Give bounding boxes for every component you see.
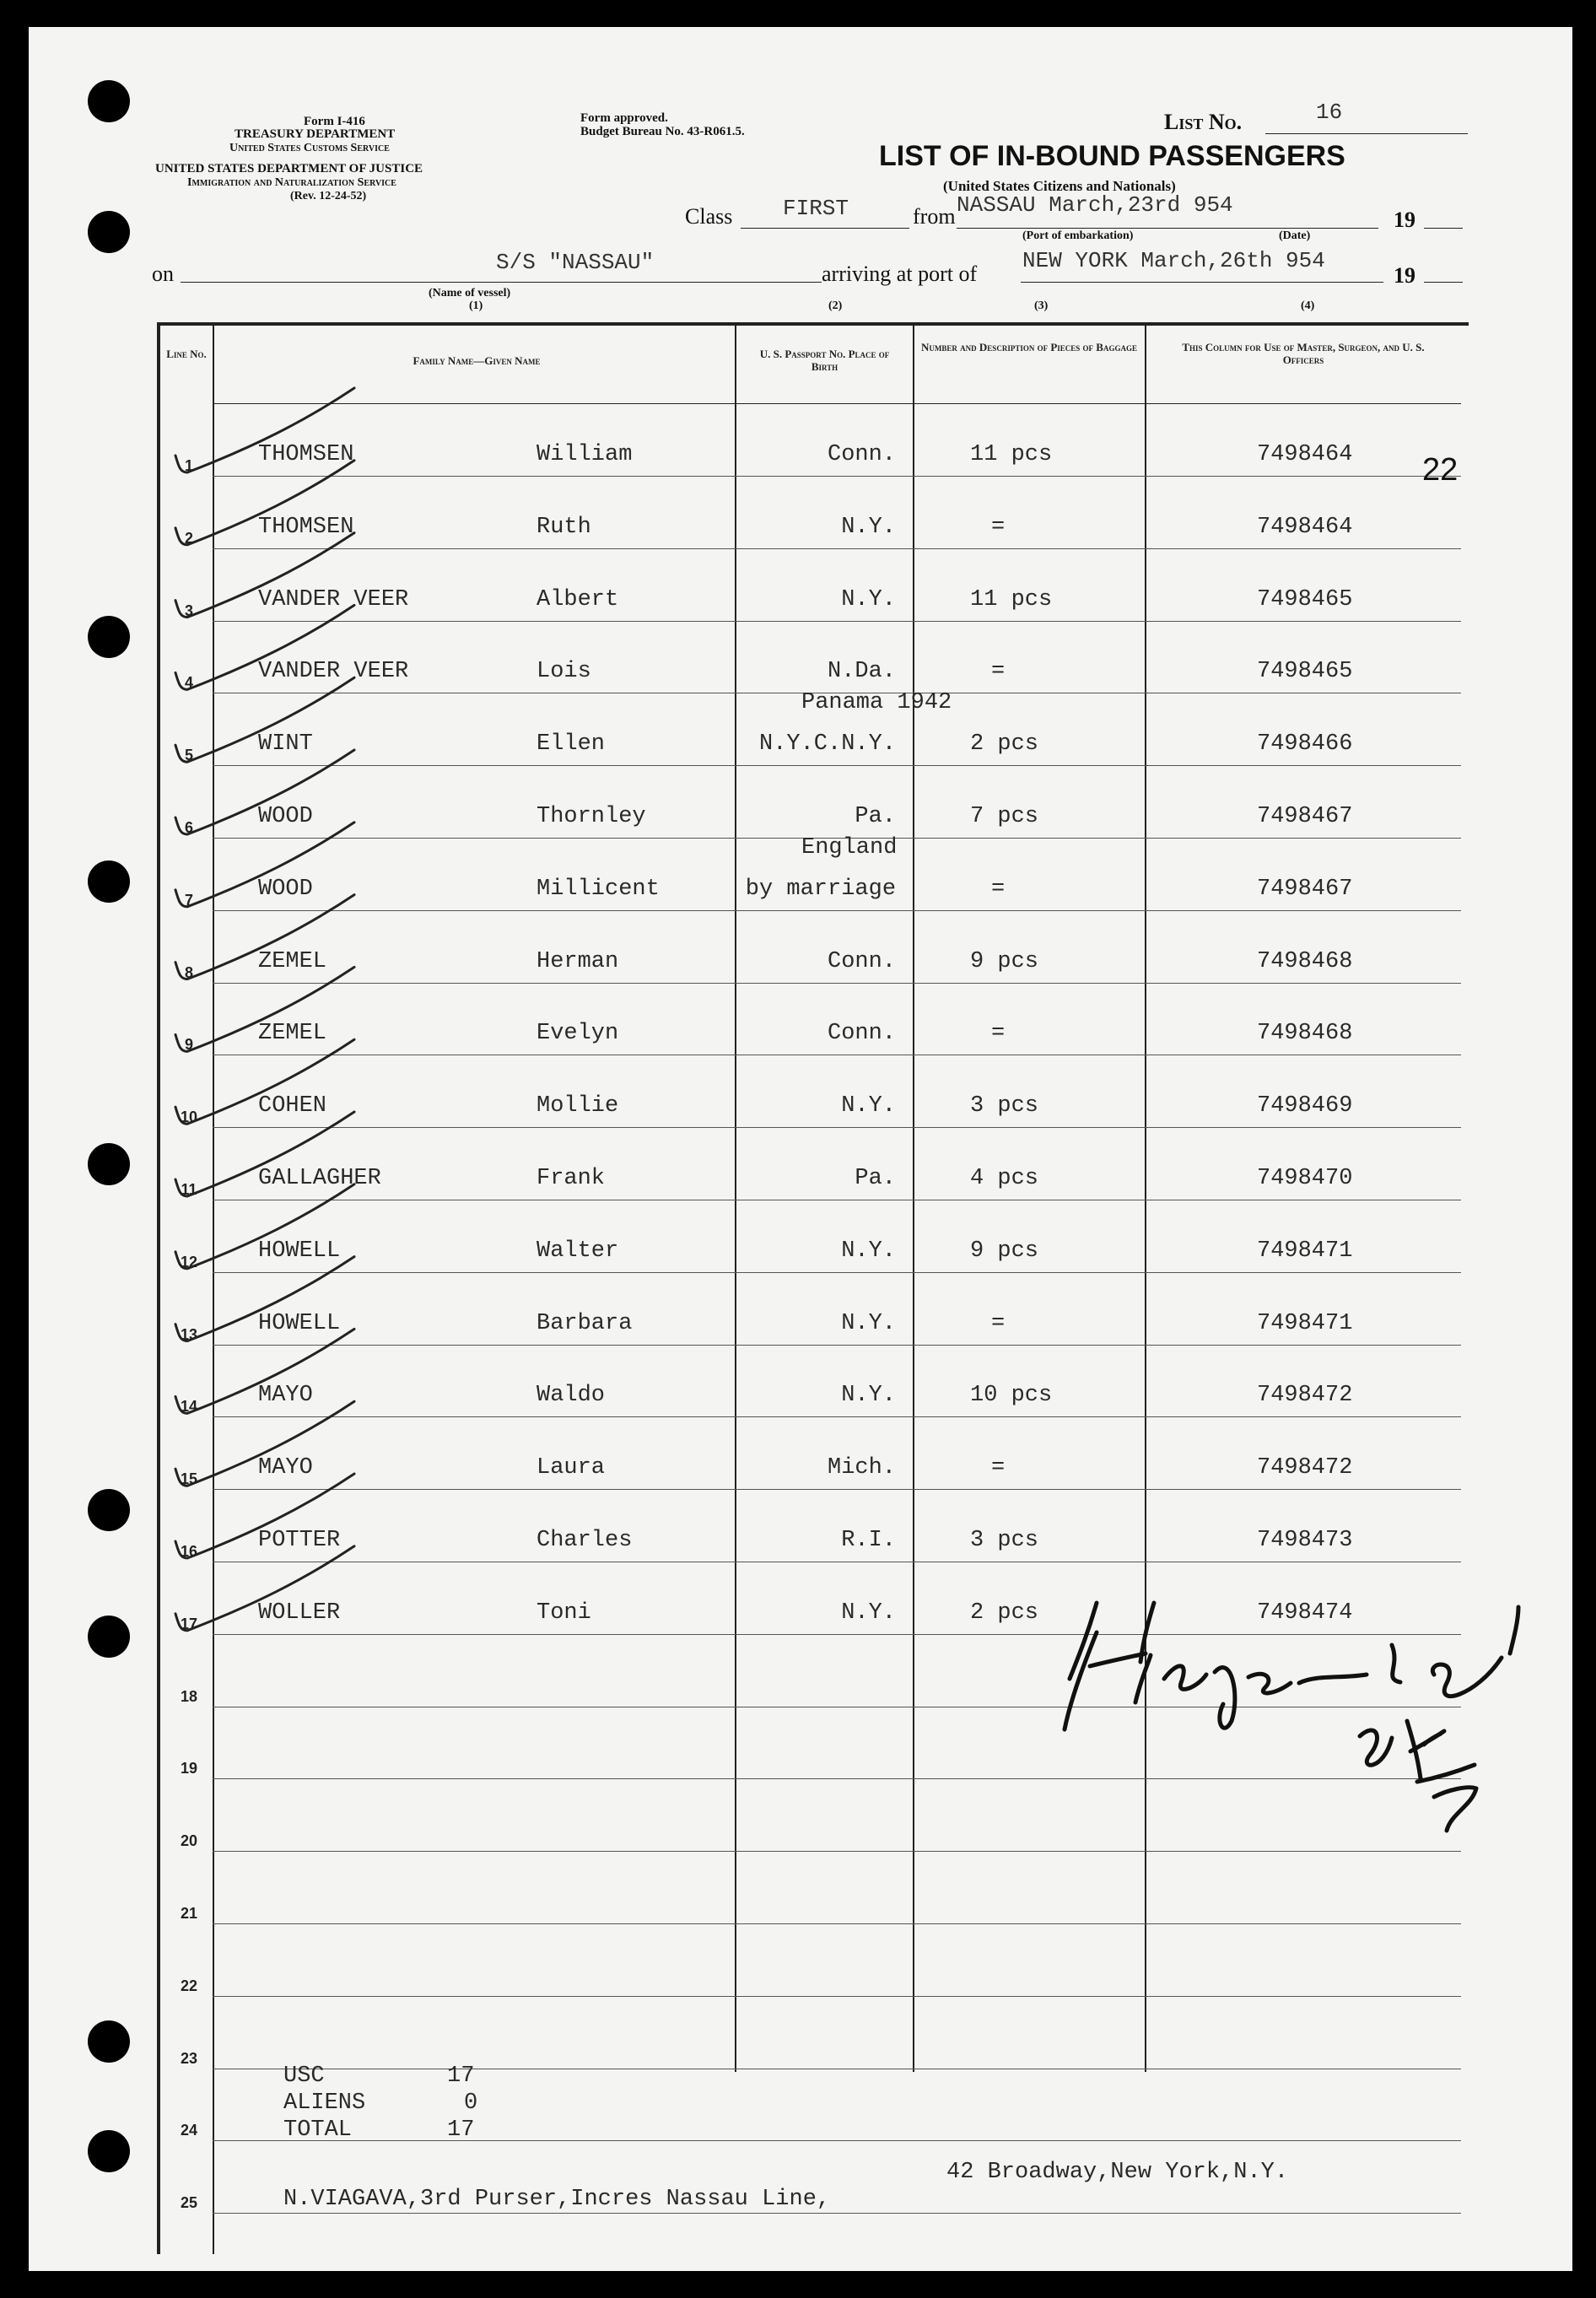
usc-value: 17 — [447, 2063, 475, 2089]
place-of-birth[interactable]: N.Y. — [841, 1093, 896, 1119]
arriving-label: arriving at port of — [822, 262, 978, 286]
officer-column[interactable]: 7498471 — [1257, 1310, 1353, 1336]
check-mark — [175, 750, 354, 834]
given-name[interactable]: Evelyn — [536, 1021, 619, 1047]
officer-column[interactable]: 7498468 — [1257, 948, 1353, 974]
place-of-birth[interactable]: N.Da. — [828, 659, 897, 685]
given-name[interactable]: Millicent — [536, 876, 660, 902]
line-number: 25 — [180, 2194, 198, 2212]
place-of-birth[interactable]: by marriage — [745, 876, 897, 902]
officer-column[interactable]: 7498474 — [1257, 1599, 1353, 1626]
justice-dept: UNITED STATES DEPARTMENT OF JUSTICE — [155, 162, 423, 175]
page-mark: 22 — [1422, 452, 1459, 488]
line-number: 15 — [180, 1470, 198, 1488]
list-no-value[interactable]: 16 — [1316, 100, 1343, 125]
check-mark — [175, 677, 354, 762]
form-number: Form I-416 — [304, 115, 365, 128]
line-number: 13 — [180, 1325, 198, 1343]
place-of-birth[interactable]: N.Y. — [841, 514, 896, 540]
line-number: 17 — [180, 1615, 198, 1632]
treasury-dept: TREASURY DEPARTMENT — [235, 127, 396, 141]
family-name[interactable]: HOWELL — [258, 1310, 341, 1336]
purser-address: 42 Broadway,New York,N.Y. — [946, 2160, 1289, 2185]
family-name[interactable]: WINT — [258, 731, 313, 758]
family-name[interactable]: WOOD — [258, 804, 313, 829]
check-mark — [175, 1257, 354, 1341]
check-mark — [175, 1039, 354, 1124]
baggage-pieces[interactable]: 3 pcs — [970, 1528, 1039, 1553]
family-name[interactable]: MAYO — [258, 1383, 313, 1409]
vessel-caption: (Name of vessel) — [429, 287, 511, 299]
inspector-signature — [1065, 1603, 1518, 1831]
birth-note: Panama 1942 — [801, 690, 952, 715]
place-of-birth[interactable]: R.I. — [841, 1528, 896, 1553]
given-name[interactable]: Walter — [536, 1238, 619, 1264]
header-baggage: Number and Description of Pieces of Baggage — [921, 341, 1137, 353]
check-mark — [175, 605, 354, 689]
line-number: 19 — [180, 1760, 198, 1777]
officer-column[interactable]: 7498469 — [1257, 1093, 1353, 1119]
baggage-pieces[interactable]: 9 pcs — [970, 948, 1039, 974]
baggage-pieces[interactable]: 3 pcs — [970, 1093, 1039, 1119]
check-mark — [175, 1546, 354, 1631]
place-of-birth[interactable]: Conn. — [828, 442, 897, 467]
line-number: 16 — [180, 1543, 198, 1560]
place-of-birth[interactable]: Mich. — [828, 1455, 897, 1481]
family-name[interactable]: WOOD — [258, 876, 313, 902]
form-approved: Form approved. — [580, 111, 668, 125]
place-of-birth[interactable]: N.Y. — [841, 1238, 896, 1264]
given-name[interactable]: Herman — [536, 948, 619, 974]
check-mark — [175, 895, 354, 979]
place-of-birth[interactable]: N.Y. — [841, 1383, 896, 1409]
officer-column[interactable]: 7498466 — [1257, 731, 1353, 758]
officer-column[interactable]: 7498467 — [1257, 876, 1353, 902]
baggage-pieces[interactable]: 9 pcs — [970, 1238, 1039, 1264]
check-mark — [175, 388, 354, 472]
line-number: 4 — [184, 674, 193, 692]
on-label: on — [152, 262, 174, 286]
given-name[interactable]: Barbara — [536, 1310, 633, 1336]
header-officers: This Column for Use of Master, Surgeon, and U. S. Officers — [1182, 341, 1425, 366]
place-of-birth[interactable]: Pa. — [855, 804, 896, 829]
officer-column[interactable]: 7498470 — [1257, 1166, 1353, 1191]
given-name[interactable]: Laura — [536, 1455, 606, 1481]
line-number: 14 — [180, 1398, 198, 1416]
place-of-birth[interactable]: Conn. — [828, 1021, 897, 1047]
line-number: 20 — [180, 1832, 198, 1850]
family-name[interactable]: VANDER VEER — [258, 659, 409, 685]
officer-column[interactable]: 7498472 — [1257, 1455, 1353, 1481]
document-subtitle: (United States Citizens and Nationals) — [943, 178, 1176, 194]
line-number: 22 — [180, 1977, 198, 1994]
check-mark — [175, 1184, 354, 1269]
given-name[interactable]: Charles — [536, 1528, 633, 1553]
arrival-value[interactable]: NEW YORK March,26th 954 — [1022, 248, 1325, 273]
given-name[interactable]: Lois — [536, 659, 591, 685]
place-of-birth[interactable]: N.Y. — [841, 1310, 896, 1336]
check-mark — [175, 533, 354, 618]
line-number: 9 — [184, 1036, 193, 1054]
given-name[interactable]: Frank — [536, 1166, 606, 1191]
given-name[interactable]: Toni — [536, 1599, 591, 1626]
line-number: 8 — [184, 963, 193, 981]
col3-caption: (3) — [1034, 299, 1049, 312]
officer-column[interactable]: 7498468 — [1257, 1021, 1353, 1047]
place-of-birth[interactable]: N.Y. — [841, 586, 896, 612]
family-name[interactable]: GALLAGHER — [258, 1166, 381, 1191]
baggage-pieces[interactable]: = — [991, 1455, 1006, 1481]
officer-column[interactable]: 7498464 — [1257, 514, 1353, 540]
class-value[interactable]: FIRST — [783, 196, 849, 221]
place-of-birth[interactable]: N.Y. — [841, 1599, 896, 1626]
line-number: 18 — [180, 1687, 198, 1705]
check-marks — [175, 388, 354, 1631]
baggage-pieces[interactable]: 2 pcs — [970, 731, 1039, 758]
header-passport: U. S. Passport No. Place of Birth — [759, 348, 890, 373]
given-name[interactable]: Thornley — [536, 804, 646, 829]
line-number: 1 — [184, 457, 193, 474]
family-name[interactable]: VANDER VEER — [258, 586, 409, 612]
check-mark — [175, 1112, 354, 1196]
col2-caption: (2) — [828, 299, 843, 312]
col4-caption: (4) — [1301, 299, 1315, 312]
baggage-pieces[interactable]: = — [991, 1310, 1006, 1336]
line-number: 24 — [180, 2122, 198, 2139]
line-number: 2 — [184, 529, 193, 547]
family-name[interactable]: POTTER — [258, 1528, 341, 1553]
check-mark — [175, 823, 354, 907]
family-name[interactable]: MAYO — [258, 1455, 313, 1481]
check-mark — [175, 1474, 354, 1558]
baggage-pieces[interactable]: 11 pcs — [970, 442, 1053, 467]
baggage-pieces[interactable]: 7 pcs — [970, 804, 1039, 829]
place-of-birth[interactable]: N.Y.C.N.Y. — [759, 731, 897, 758]
baggage-pieces[interactable]: 10 pcs — [970, 1383, 1053, 1409]
given-name[interactable]: Albert — [536, 586, 619, 612]
from-label: from — [913, 204, 956, 229]
line-number: 7 — [184, 891, 193, 909]
baggage-pieces[interactable]: 2 pcs — [970, 1599, 1039, 1626]
baggage-pieces[interactable]: = — [991, 1021, 1006, 1047]
place-of-birth[interactable]: Pa. — [855, 1166, 896, 1191]
ins-service: Immigration and Naturalization Service — [187, 176, 396, 189]
embarkation-value[interactable]: NASSAU March,23rd 954 — [957, 192, 1233, 218]
header-line-no: Line No. — [166, 348, 207, 360]
line-number: 21 — [180, 1905, 198, 1922]
officer-column[interactable]: 7498473 — [1257, 1528, 1353, 1553]
baggage-pieces[interactable]: 4 pcs — [970, 1166, 1039, 1191]
year-prefix-2: 19 — [1394, 263, 1415, 288]
officer-column[interactable]: 7498467 — [1257, 804, 1353, 829]
line-number: 12 — [180, 1253, 198, 1270]
officer-column[interactable]: 7498472 — [1257, 1383, 1353, 1409]
aliens-value: 0 — [464, 2090, 478, 2116]
line-number: 5 — [184, 747, 193, 764]
place-of-birth[interactable]: Conn. — [828, 948, 897, 974]
family-name[interactable]: THOMSEN — [258, 514, 354, 540]
family-name[interactable]: HOWELL — [258, 1238, 341, 1264]
baggage-pieces[interactable]: = — [991, 659, 1006, 685]
year-prefix: 19 — [1394, 208, 1415, 232]
given-name[interactable]: Ellen — [536, 731, 606, 758]
officer-column[interactable]: 7498465 — [1257, 586, 1353, 612]
line-number: 10 — [180, 1109, 198, 1126]
given-name[interactable]: Mollie — [536, 1093, 619, 1119]
port-embarkation-caption: (Port of embarkation) — [1022, 229, 1134, 242]
vessel-value[interactable]: S/S "NASSAU" — [496, 250, 655, 275]
aliens-label: ALIENS — [283, 2090, 366, 2116]
check-mark — [175, 1329, 354, 1413]
line-number: 6 — [184, 819, 193, 836]
birth-note: England — [801, 835, 898, 860]
family-name[interactable]: WOLLER — [258, 1599, 341, 1626]
officer-column[interactable]: 7498464 — [1257, 442, 1353, 467]
baggage-pieces[interactable]: 11 pcs — [970, 586, 1053, 612]
given-name[interactable]: Waldo — [536, 1383, 606, 1409]
header-name: Family Name—Given Name — [412, 354, 541, 367]
line-number: 3 — [184, 601, 193, 619]
revision-date: (Rev. 12-24-52) — [290, 190, 367, 202]
total-label: TOTAL — [283, 2117, 353, 2143]
check-mark — [175, 967, 354, 1051]
budget-bureau: Budget Bureau No. 43-R061.5. — [580, 125, 745, 138]
check-mark — [175, 1401, 354, 1486]
family-name[interactable]: ZEMEL — [258, 1021, 327, 1047]
officer-column[interactable]: 7498471 — [1257, 1238, 1353, 1264]
class-label: Class — [685, 204, 733, 229]
baggage-pieces[interactable]: = — [991, 514, 1006, 540]
line-number: 11 — [181, 1181, 197, 1198]
col1-caption: (1) — [469, 299, 483, 312]
date-caption: (Date) — [1279, 229, 1311, 242]
officer-column[interactable]: 7498465 — [1257, 659, 1353, 685]
check-mark — [175, 461, 354, 545]
baggage-pieces[interactable]: = — [991, 876, 1006, 902]
list-no-label: List No. — [1164, 110, 1243, 134]
total-value: 17 — [447, 2117, 475, 2143]
family-name[interactable]: THOMSEN — [258, 442, 354, 467]
usc-label: USC — [283, 2063, 325, 2089]
given-name[interactable]: William — [536, 442, 633, 467]
purser-line: N.VIAGAVA,3rd Purser,Incres Nassau Line, — [283, 2187, 831, 2212]
family-name[interactable]: ZEMEL — [258, 948, 327, 974]
line-number: 23 — [180, 2049, 198, 2067]
given-name[interactable]: Ruth — [536, 514, 591, 540]
customs-service: United States Customs Service — [229, 142, 390, 154]
document-title: LIST OF IN-BOUND PASSENGERS — [879, 140, 1345, 172]
family-name[interactable]: COHEN — [258, 1093, 327, 1119]
